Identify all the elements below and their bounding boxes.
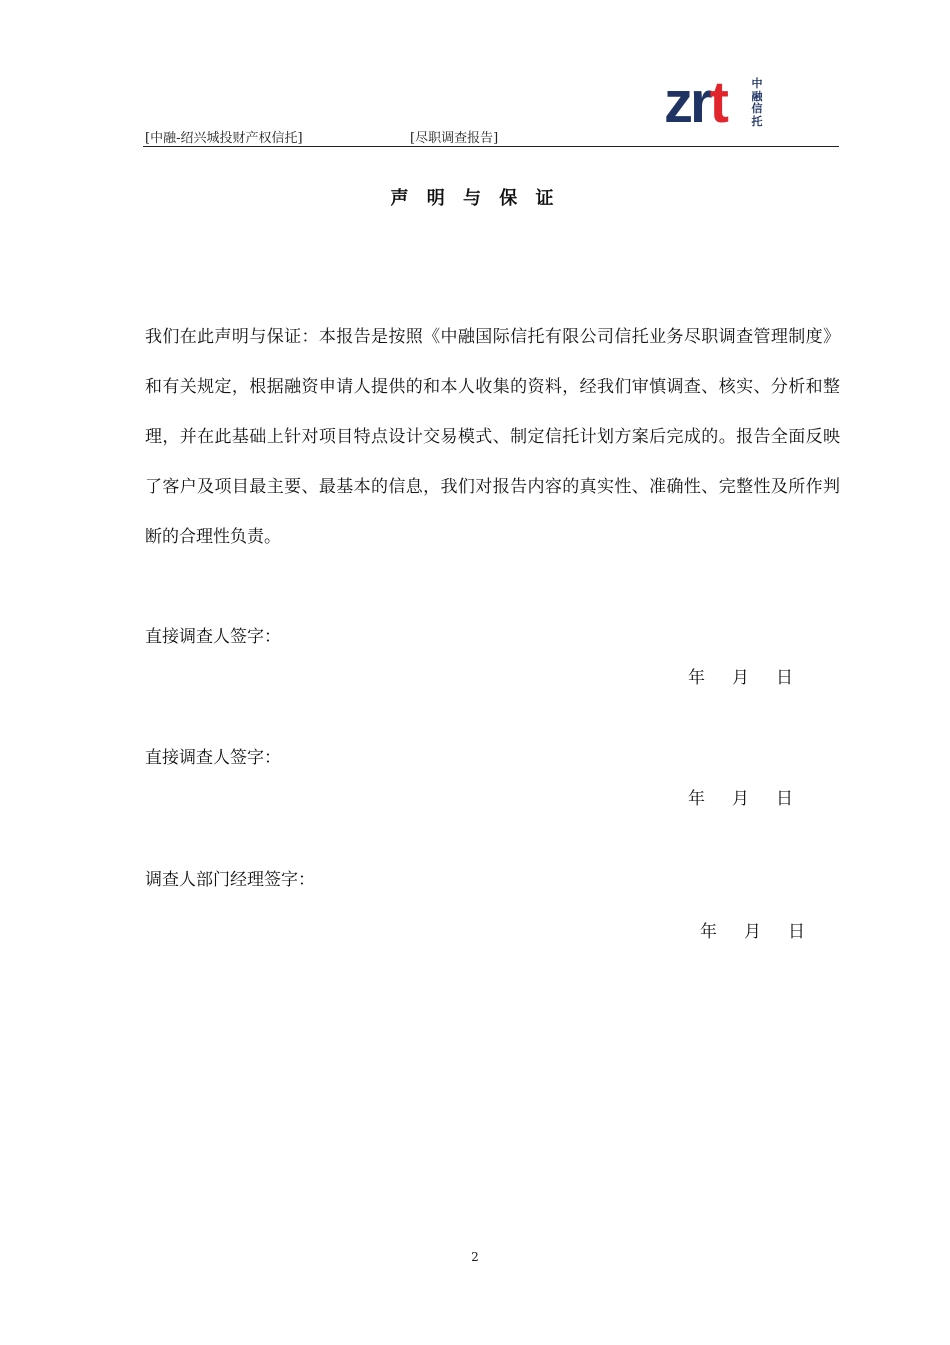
logo-letter-z: z: [664, 70, 690, 135]
signature-date-1: 年 月 日: [688, 668, 794, 688]
logo-chars: [750, 78, 764, 128]
logo-letter-t: t: [709, 70, 726, 135]
signature-label-1: 直接调查人签字：: [145, 627, 281, 647]
company-logo: [664, 70, 774, 135]
signature-label-3: 调查人部门经理签字：: [145, 870, 315, 890]
page-number: 2: [471, 1250, 479, 1264]
logo-char: 中: [751, 77, 763, 90]
header-mid-text: [尽职调查报告]: [410, 131, 499, 146]
logo-char: 托: [751, 114, 763, 128]
header-left-text: [中融-绍兴城投财产权信托]: [145, 131, 303, 146]
logo-letter-r: r: [690, 70, 710, 135]
logo-char: 信: [751, 102, 763, 115]
logo-char: 融: [751, 89, 763, 103]
signature-date-3: 年 月 日: [700, 922, 806, 942]
signature-label-2: 直接调查人签字：: [145, 748, 281, 768]
signature-date-2: 年 月 日: [688, 789, 794, 809]
declaration-paragraph: 我们在此声明与保证：本报告是按照《中融国际信托有限公司信托业务尽职调查管理制度》和有关规定，根据融资申请人提供的和本人收集的资料，经我们审慎调查、核实、分析和整理，并在此基础上针对项目特点设计交易模式、制定信托计划方案后完成的。报告全面反映了客户及项目最主要、最基本的信息，我们对报告内容的真实性、准确性、完整性及所作判断的合理性负责。: [145, 327, 840, 547]
page-title: 声 明 与 保 证: [390, 188, 560, 209]
logo-letters: [664, 70, 726, 135]
header-rule: [143, 146, 839, 147]
